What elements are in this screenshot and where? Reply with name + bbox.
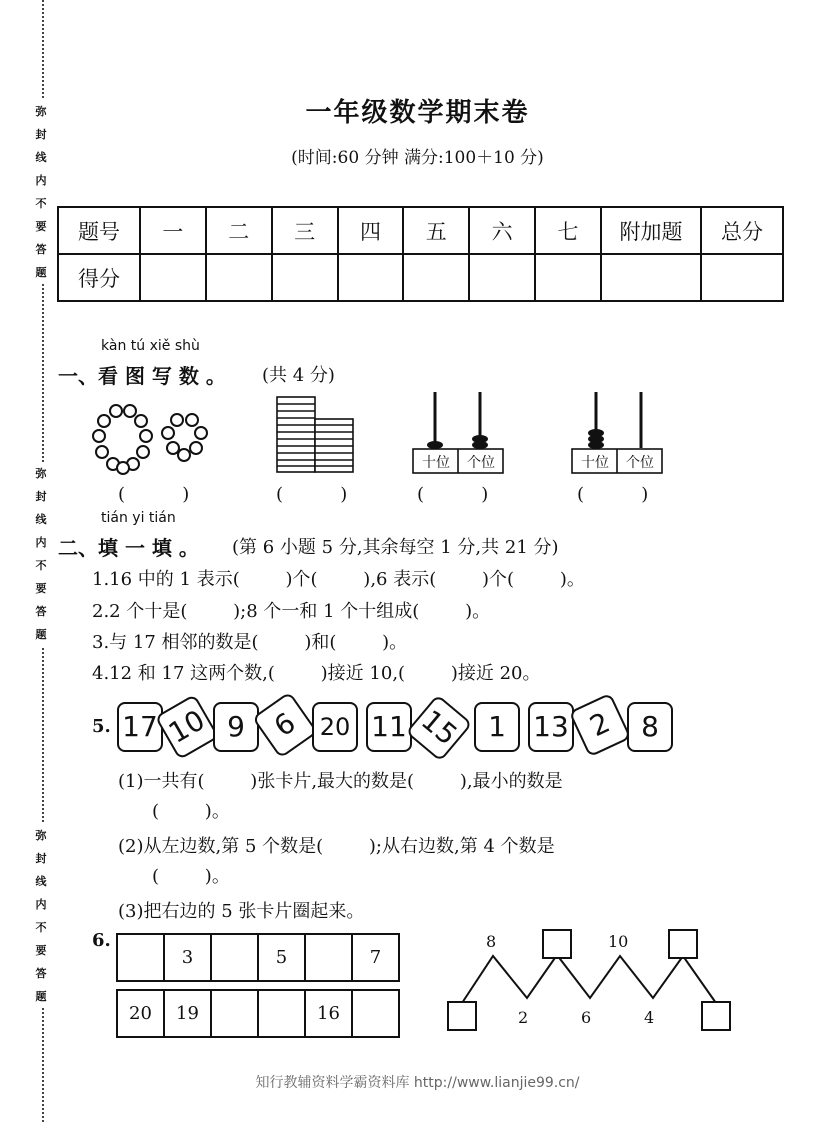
score-header-cell: 题号 <box>58 207 140 254</box>
score-cell[interactable] <box>338 254 404 301</box>
score-cell[interactable] <box>535 254 601 301</box>
number-card: 2 <box>569 693 632 758</box>
score-header-cell: 三 <box>272 207 338 254</box>
page-title: 一年级数学期末卷 <box>305 98 530 128</box>
number-card: 1 <box>474 702 520 752</box>
grid-cell: 19 <box>164 990 211 1037</box>
section2-points: (第 6 小题 5 分,其余每空 1 分,共 21 分) <box>232 537 559 558</box>
question-5-3: (3)把右边的 5 张卡片圈起来。 <box>118 901 365 922</box>
abacus-1-tens-label: 十位 <box>422 455 450 471</box>
score-row-label: 得分 <box>58 254 140 301</box>
grid-cell: 3 <box>164 934 211 981</box>
circles-picture <box>88 400 218 480</box>
answer-blank[interactable]: ( ) <box>577 484 649 505</box>
zigzag-blank-box[interactable] <box>669 930 697 958</box>
grid-cell: 16 <box>305 990 352 1037</box>
zigzag-blank-box[interactable] <box>543 930 571 958</box>
section2-heading: 二、填 一 填 。 <box>58 536 199 560</box>
number-card: 17 <box>117 702 163 752</box>
number-card: 20 <box>312 702 358 752</box>
score-cell[interactable] <box>403 254 469 301</box>
number-card: 8 <box>627 702 673 752</box>
number-grid-top <box>116 933 400 982</box>
abacus-1-ones-label: 个位 <box>467 455 495 471</box>
question-4: 4.12 和 17 这两个数,( )接近 10,( )接近 20。 <box>92 663 541 684</box>
number-card: 6 <box>252 691 318 758</box>
number-card: 11 <box>366 702 412 752</box>
answer-blank[interactable]: ( ) <box>276 484 348 505</box>
score-cell[interactable] <box>701 254 783 301</box>
score-cell[interactable] <box>272 254 338 301</box>
section1-points: (共 4 分) <box>262 365 335 386</box>
grid-cell[interactable] <box>211 934 258 981</box>
grid-cell[interactable] <box>258 990 305 1037</box>
seal-label-bottom: 弥 封 线 内 不 要 答 题 <box>30 824 52 1008</box>
score-header-cell: 四 <box>338 207 404 254</box>
stick-bundles-picture <box>275 395 357 475</box>
seal-label-top: 弥 封 线 内 不 要 答 题 <box>30 100 52 284</box>
score-header-cell: 二 <box>206 207 272 254</box>
answer-blank[interactable]: ( ) <box>417 484 489 505</box>
abacus-2-ones-label: 个位 <box>626 455 654 471</box>
question-5-2: (2)从左边数,第 5 个数是( );从右边数,第 4 个数是 <box>118 836 555 857</box>
footer-watermark: 知行教辅资料学霸资料库 http://www.lianjie99.cn/ <box>255 1075 580 1091</box>
score-header-cell: 附加题 <box>601 207 701 254</box>
zigzag-number: 4 <box>644 1008 655 1027</box>
grid-cell: 7 <box>352 934 399 981</box>
score-cell[interactable] <box>469 254 535 301</box>
section1-heading: 一、看 图 写 数 。 <box>58 364 226 388</box>
zigzag-number: 8 <box>486 932 497 951</box>
score-table <box>57 206 784 302</box>
question-6-label: 6. <box>92 930 111 951</box>
number-card: 15 <box>405 694 472 762</box>
seal-label-middle: 弥 封 线 内 不 要 答 题 <box>30 462 52 646</box>
number-card: 9 <box>213 702 259 752</box>
score-header-cell: 六 <box>469 207 535 254</box>
question-5-1-cont: ( )。 <box>152 801 230 822</box>
grid-cell: 5 <box>258 934 305 981</box>
zigzag-number: 10 <box>608 932 629 951</box>
exam-time-score: (时间:60 分钟 满分:100＋10 分) <box>291 148 544 168</box>
answer-blank[interactable]: ( ) <box>118 484 190 505</box>
grid-cell[interactable] <box>305 934 352 981</box>
zigzag-blank-box[interactable] <box>448 1002 476 1030</box>
section2-pinyin: tián yi tián <box>101 510 176 526</box>
score-header-cell: 总分 <box>701 207 783 254</box>
score-cell[interactable] <box>206 254 272 301</box>
question-5-label: 5. <box>92 716 111 737</box>
grid-cell[interactable] <box>352 990 399 1037</box>
score-header-row <box>58 207 783 254</box>
grid-cell[interactable] <box>117 934 164 981</box>
zigzag-number: 6 <box>581 1008 592 1027</box>
score-header-cell: 一 <box>140 207 206 254</box>
question-1: 1.16 中的 1 表示( )个( ),6 表示( )个( )。 <box>92 569 585 590</box>
score-cell[interactable] <box>140 254 206 301</box>
zigzag-blank-box[interactable] <box>702 1002 730 1030</box>
zigzag-number: 2 <box>518 1008 529 1027</box>
score-input-row <box>58 254 783 301</box>
score-cell[interactable] <box>601 254 701 301</box>
section1-pinyin: kàn tú xiě shù <box>101 338 200 354</box>
grid-cell[interactable] <box>211 990 258 1037</box>
question-3: 3.与 17 相邻的数是( )和( )。 <box>92 632 408 653</box>
number-card: 10 <box>155 694 220 760</box>
score-header-cell: 五 <box>403 207 469 254</box>
question-5-2-cont: ( )。 <box>152 866 230 887</box>
grid-cell: 20 <box>117 990 164 1037</box>
question-2: 2.2 个十是( );8 个一和 1 个十组成( )。 <box>92 601 491 622</box>
number-grid-bottom <box>116 989 400 1038</box>
question-5-1: (1)一共有( )张卡片,最大的数是( ),最小的数是 <box>118 771 563 792</box>
number-card: 13 <box>528 702 574 752</box>
score-header-cell: 七 <box>535 207 601 254</box>
abacus-2-tens-label: 十位 <box>581 455 609 471</box>
